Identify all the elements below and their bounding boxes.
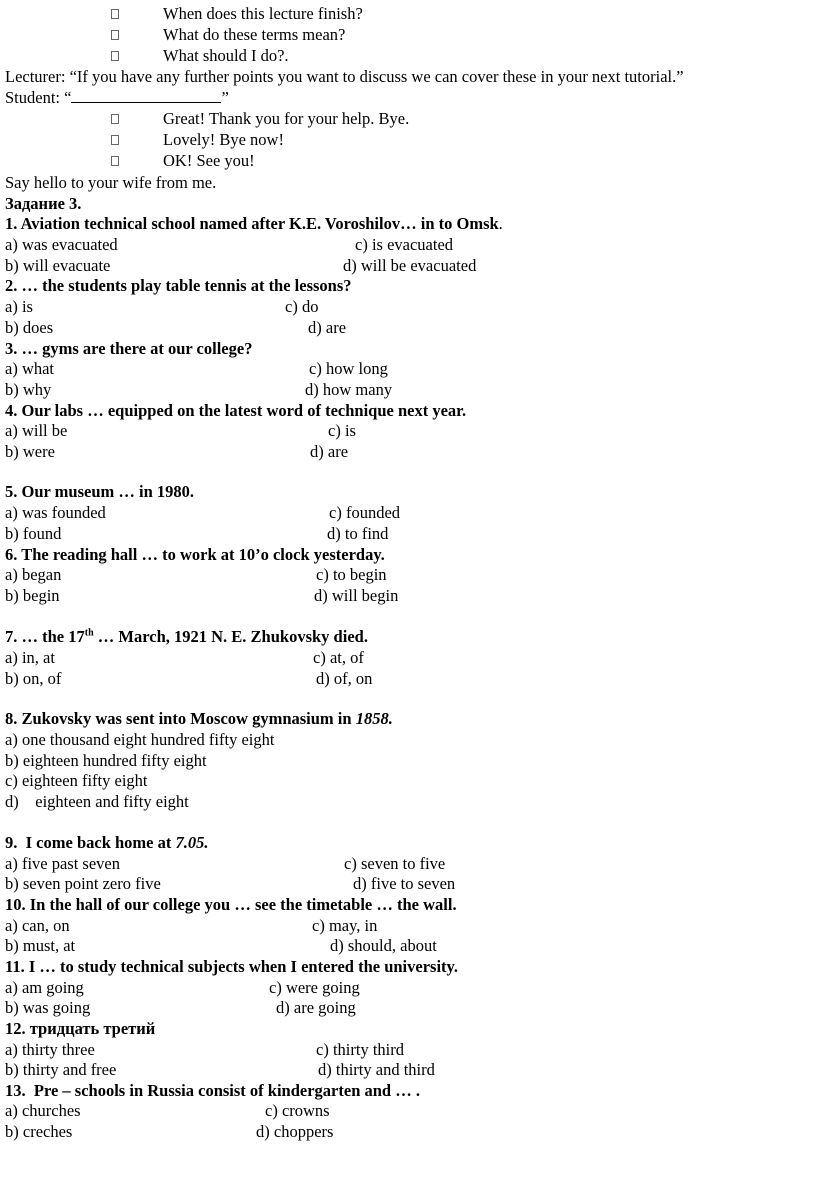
option-c: c) were going <box>269 978 360 997</box>
question-8 <box>5 709 393 729</box>
option-b: b) was going <box>5 998 91 1017</box>
question-tail: . <box>498 214 503 233</box>
option-b: b) does <box>5 318 54 337</box>
question-text: 7. … the 17 <box>5 627 85 646</box>
option-c: c) to begin <box>316 565 387 584</box>
bullet-box-icon <box>111 135 119 145</box>
option-d: d) are <box>310 442 349 461</box>
option-c: c) crowns <box>265 1101 330 1120</box>
option-c: c) how long <box>309 359 388 378</box>
option-d: d) will be evacuated <box>343 256 477 275</box>
option-d: d) how many <box>305 380 393 399</box>
question-emphasis: 7.05. <box>175 833 209 852</box>
question-12: 12. тридцать третий <box>5 1019 156 1038</box>
lecturer-line: Lecturer: “If you have any further points you want to discuss we can cover these in your next tutorial.” <box>5 67 684 86</box>
question-9 <box>5 833 208 853</box>
option-d: d) eighteen and fifty eight <box>5 792 189 811</box>
option-c: c) at, of <box>313 648 364 667</box>
bullet-text: Great! Thank you for your help. Bye. <box>163 109 410 128</box>
option-a: a) one thousand eight hundred fifty eight <box>5 730 275 749</box>
bullet-text: When does this lecture finish? <box>163 4 363 23</box>
option-a: a) what <box>5 359 55 378</box>
option-b: b) why <box>5 380 52 399</box>
option-d: d) to find <box>327 524 389 543</box>
option-b: b) will evacuate <box>5 256 111 275</box>
option-a: a) five past seven <box>5 854 120 873</box>
option-d: d) should, about <box>330 936 437 955</box>
question-4: 4. Our labs … equipped on the latest word of technique next year. <box>5 401 467 420</box>
question-text: 1. Aviation technical school named after K.E. Voroshilov… in to Omsk <box>5 214 499 233</box>
option-b: b) must, at <box>5 936 76 955</box>
option-a: a) in, at <box>5 648 55 667</box>
option-c: c) is <box>328 421 356 440</box>
option-b: b) thirty and free <box>5 1060 117 1079</box>
option-d: d) are going <box>276 998 356 1017</box>
question-text: 8. Zukovsky was sent into Moscow gymnasium in <box>5 709 356 728</box>
question-2: 2. … the students play table tennis at the lessons? <box>5 276 352 295</box>
option-c: c) seven to five <box>344 854 446 873</box>
bullet-box-icon <box>111 51 119 61</box>
option-a: a) was founded <box>5 503 106 522</box>
option-c: c) founded <box>329 503 401 522</box>
question-13: 13. Pre – schools in Russia consist of kindergarten and … . <box>5 1081 420 1100</box>
option-b: b) on, of <box>5 669 62 688</box>
student-prefix: Student: “ <box>5 88 72 107</box>
question-text-rest: … March, 1921 N. E. Zhukovsky died. <box>93 627 368 646</box>
option-a: a) was evacuated <box>5 235 118 254</box>
ordinal-suffix: th <box>84 627 94 639</box>
task-title: Задание 3. <box>5 194 82 213</box>
bullet-text: Lovely! Bye now! <box>163 130 284 149</box>
question-5: 5. Our museum … in 1980. <box>5 482 195 501</box>
closing-line: Say hello to your wife from me. <box>5 173 217 192</box>
option-c: c) is evacuated <box>355 235 454 254</box>
question-6: 6. The reading hall … to work at 10’o clock yesterday. <box>5 545 385 564</box>
question-11: 11. I … to study technical subjects when I entered the university. <box>5 957 458 976</box>
bullet-text: OK! See you! <box>163 151 255 170</box>
option-d: d) choppers <box>256 1122 334 1141</box>
question-1 <box>5 214 503 234</box>
bullet-box-icon <box>111 9 119 19</box>
student-suffix: ” <box>221 88 229 107</box>
student-line <box>5 88 229 108</box>
answer-blank <box>71 88 221 103</box>
option-d: d) of, on <box>316 669 373 688</box>
option-c: c) thirty third <box>316 1040 404 1059</box>
option-b: b) found <box>5 524 62 543</box>
option-c: c) may, in <box>312 916 378 935</box>
option-b: b) begin <box>5 586 60 605</box>
option-a: a) thirty three <box>5 1040 95 1059</box>
option-a: a) is <box>5 297 33 316</box>
bullet-text: What should I do?. <box>163 46 289 65</box>
option-a: a) am going <box>5 978 84 997</box>
question-3: 3. … gyms are there at our college? <box>5 339 253 358</box>
bullet-box-icon <box>111 114 119 124</box>
option-b: b) were <box>5 442 55 461</box>
bullet-box-icon <box>111 30 119 40</box>
option-d: d) will begin <box>314 586 399 605</box>
bullet-box-icon <box>111 156 119 166</box>
option-d: d) thirty and third <box>318 1060 435 1079</box>
option-a: a) can, on <box>5 916 70 935</box>
option-b: b) eighteen hundred fifty eight <box>5 751 207 770</box>
question-emphasis: 1858. <box>355 709 393 728</box>
question-text: 9. I come back home at <box>5 833 176 852</box>
option-a: a) will be <box>5 421 68 440</box>
question-7 <box>5 627 368 647</box>
option-a: a) churches <box>5 1101 81 1120</box>
question-10: 10. In the hall of our college you … see the timetable … the wall. <box>5 895 457 914</box>
bullet-text: What do these terms mean? <box>163 25 346 44</box>
option-b: b) seven point zero five <box>5 874 161 893</box>
option-d: d) five to seven <box>353 874 456 893</box>
option-c: c) eighteen fifty eight <box>5 771 148 790</box>
option-c: c) do <box>285 297 319 316</box>
option-d: d) are <box>308 318 347 337</box>
option-a: a) began <box>5 565 62 584</box>
option-b: b) creches <box>5 1122 73 1141</box>
